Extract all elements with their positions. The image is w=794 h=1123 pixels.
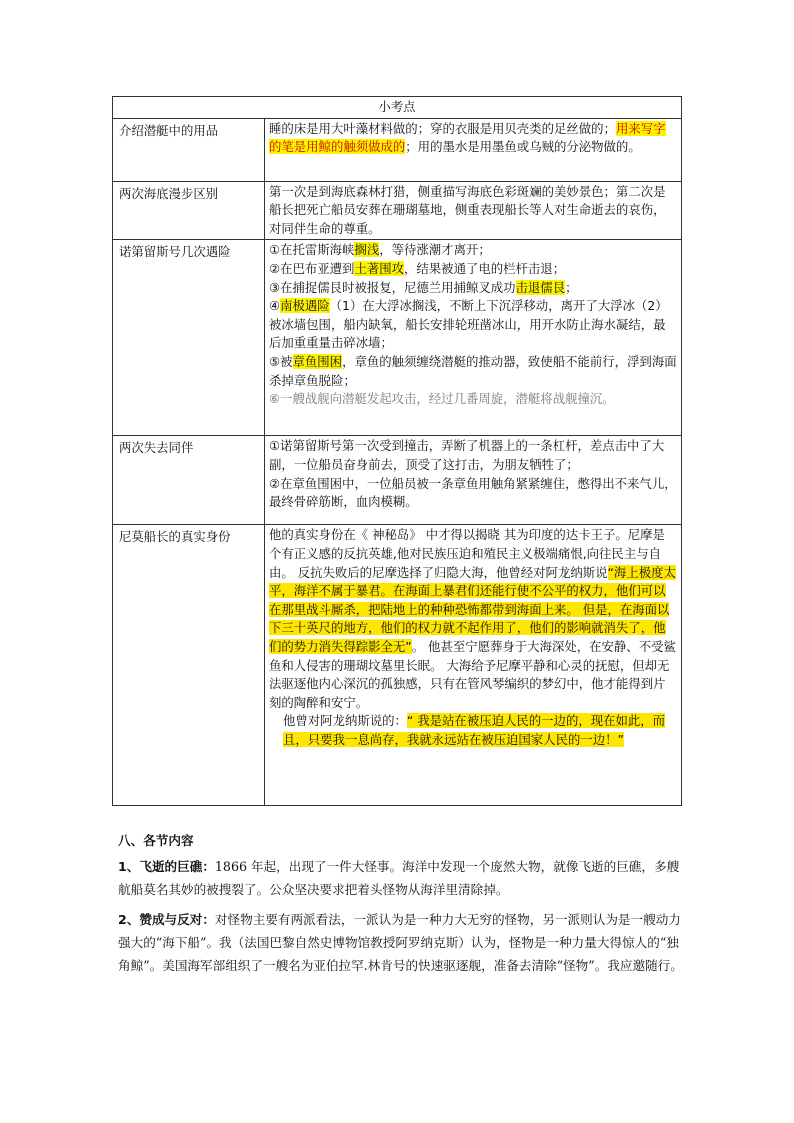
row-content-lost-companions — [265, 436, 682, 525]
row-label-lost-companions: 两次失去同伴 — [113, 436, 265, 525]
highlighted-pen-text: 用来写字的笔是用鲸的触须做成的 — [269, 120, 666, 155]
section-title: 八、各节内容 — [118, 833, 194, 848]
danger-item-2: ②在巴布亚遭到土著围攻，结果被通了电的栏杆击退； — [269, 260, 566, 276]
text-segment: 。 他甚至宁愿葬身于大海深处，在安静、不受鲨鱼和人侵害的珊瑚坟墓里长眠。 大海给予尼摩平静和心灵的抚慰，但却无法驱逐他内心深沉的孤独感，只有在管风琴编织的梦幻中，他才能得到片刻的陶醉和安宁。 — [269, 638, 676, 710]
row-label-dangers: 诺第留斯号几次遇险 — [113, 240, 265, 436]
section-item-1: 1、飞逝的巨礁：1866 年起，出现了一件大怪事。海洋中发现一个庞然大物，就像飞逝的巨礁，多艘航船莫名其妙的被搜裂了。公众坚决要求把着头怪物从海洋里清除掉。 — [118, 859, 680, 897]
row-content-submarine-items — [265, 118, 682, 181]
row-content-dangers — [265, 240, 682, 436]
row-label-submarine-items: 介绍潜艇中的用品 — [113, 118, 265, 181]
row-content-seabed-walks: 第一次是到海底森林打猎，侧重描写海底色彩斑斓的美妙景色；第二次是船长把死亡船员安葬在珊瑚墓地，侧重表现船长等人对生命逝去的哀伤，对同伴生命的尊重。 — [265, 181, 682, 240]
row-content-nemo-identity — [265, 525, 682, 806]
danger-item-6: ⑥一艘战舰向潜艇发起攻击，经过几番周旋，潜艇将战舰撞沉。 — [269, 391, 615, 407]
row-label-seabed-walks: 两次海底漫步区别 — [113, 181, 265, 240]
table-header: 小考点 — [113, 97, 682, 119]
text-segment: 他的真实身份在《 神秘岛》 中才得以揭晓 其为印度的达卡王子。尼摩是个有正义感的反抗英雄,他对民族压迫和殖民主义极端痛恨,向往民主与自由。 反抗失败后的尼摩选择了归隐大海，他曾经对阿龙纳斯说 — [269, 527, 665, 580]
danger-item-1: ①在托雷斯海峡搁浅，等待涨潮才离开； — [269, 242, 491, 258]
danger-item-5: ⑤被章鱼围困，章鱼的触须缠绕潜艇的推动器，致使船不能前行，浮到海面杀掉章鱼脱险； — [269, 353, 677, 388]
section-item-2: 2、赞成与反对：对怪物主要有两派看法，一派认为是一种力大无穷的怪物，另一派则认为是一艘动力强大的“海下船”。我（法国巴黎自然史博物馆教授阿罗纳克斯）认为，怪物是一种力量大得惊人的“独角鲸”。美国海军部组织了一艘名为亚伯拉罕.林肯号的快速驱逐舰，准备去清除“怪物”。我应邀随行。 — [118, 912, 683, 973]
key-points-table — [112, 96, 682, 806]
highlighted-quote: “海上极度太平，海洋不属于暴君。在海面上暴君们还能行使不公平的权力，他们可以在那里战斗厮杀，把陆地上的种种恐怖都带到海面上来。 但是，在海面以下三十英尺的地方，他们的权力就不起作用了，他们的影响就消失了，他们的势力消失得踪影全无” — [269, 564, 676, 654]
loss-item-1: ①诺第留斯号第一次受到撞击，弄断了机器上的一条杠杆，差点击中了大副，一位船员奋身前去，顶受了这打击，为朋友牺牲了； — [269, 438, 665, 472]
danger-item-4: ④南极遇险（1）在大浮冰搁浅，不断上下沉浮移动，离开了大浮冰（2）被冰墙包围，船内缺氧，船长安排轮班凿冰山，用开水防止海水凝结，最后加重重量击碎冰墙； — [269, 298, 668, 351]
loss-item-2: ②在章鱼围困中，一位船员被一条章鱼用触角紧紧缠住，憋得出不来气儿，最终骨碎筋断，血肉模糊。 — [269, 475, 677, 510]
nemo-quote: 他曾对阿龙纳斯说的：“ 我是站在被压迫人民的一边的，现在如此，而且，只要我一息尚存，我就永远站在被压迫国家人民的一边！” — [283, 713, 666, 747]
text-segment: ；用的墨水是用墨鱼或乌贼的分泌物做的。 — [405, 139, 641, 155]
danger-item-3: ③在捕捉儒艮时被报复，尼德兰用捕鲸叉成功击退儒艮； — [269, 279, 578, 295]
text-segment: 睡的床是用大叶藻材料做的；穿的衣服是用贝壳类的足丝做的； — [269, 120, 616, 136]
row-label-nemo-identity: 尼莫船长的真实身份 — [113, 525, 265, 806]
